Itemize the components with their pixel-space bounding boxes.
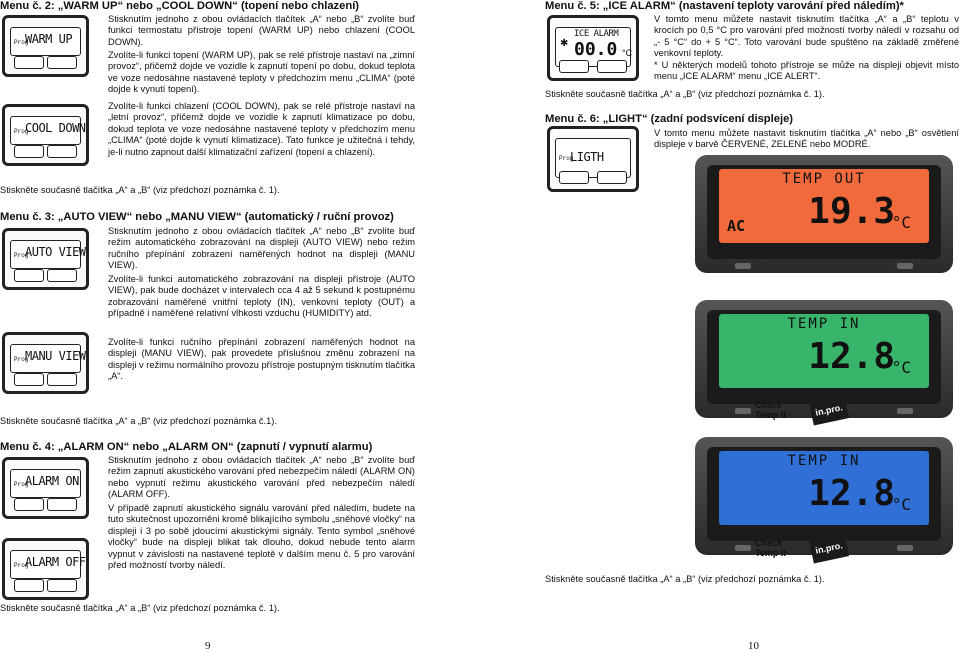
button-b [47, 56, 77, 69]
menu4-heading: Menu č. 4: „ALARM ON“ nebo „ALARM ON“ (zapnutí / vypnutí alarmu) [0, 441, 373, 453]
menu4-paragraph-2: V případě zapnutí akustického signálu varování před náledím, budete na tuto skutečnost upozorněni kromě blikajícího symbolu „sněhové vločky“ na displeji i 3 po sobě jdoucími akustickými signály. Tento symbol „sněhové vločky“ bude na displeji blikat tak dlouho, dokud nebude tento alarm vypnut v závislosti na nastavené teplotě v dalším menu č. 5 pro varování před možností tvorby náledí. [108, 503, 415, 571]
lcd-text: ICE ALARM [574, 29, 619, 39]
lcd-warm-up [2, 15, 89, 77]
button-a [14, 498, 44, 511]
menu3-heading: Menu č. 3: „AUTO VIEW“ nebo „MANU VIEW“ (automatický / ruční provoz) [0, 211, 394, 223]
display-blue [719, 451, 929, 525]
menu5-heading: Menu č. 5: „ICE ALARM“ (nastavení teploty varování před náledím)* [545, 0, 904, 12]
button-a [14, 56, 44, 69]
final-note: Stiskněte současně tlačítka „A“ a „B“ (viz předchozí poznámka č. 1). [545, 574, 825, 584]
display-unit: °C [891, 358, 911, 377]
menu2-paragraph-1: Stisknutím jednoho z obou ovládacích tlačítek „A“ nebo „B“ zvolíte buď funkci termostatu přístroje topení (WARM UP) nebo chlazení (COOL DOWN). [108, 14, 415, 47]
menu3-paragraph-2: Zvolíte-li funkci automatického zobrazování na displeji přístroje (AUTO VIEW), pak bude docházet v intervalech cca 4 až 5 sekund k postupnému zobrazování naměřené vnitřní teploty (IN), venkovní teploty (OUT) a případně i naměřené relativní vlhkosti vzduchu (HUMIDITY) atd. [108, 274, 415, 319]
page-number-right: 10 [748, 640, 759, 652]
menu2-note: Stiskněte současně tlačítka „A“ a „B“ (viz předchozí poznámka č. 1). [0, 185, 280, 195]
brand-label [755, 538, 855, 558]
button-b [597, 60, 627, 73]
prog-label: Prog [14, 356, 29, 363]
menu3-paragraph-1: Stisknutím jednoho z obou ovládacích tlačítek „A“ nebo „B“ zvolíte buď režim automatického zobrazování na displeji (AUTO VIEW) nebo režim ručního přepínání zobrazení naměřených hodnot na displeji (MANU VIEW). [108, 226, 415, 271]
prog-label: Prog [14, 39, 29, 46]
brand-line1: Check [755, 400, 783, 410]
button-b [47, 498, 77, 511]
button-a [559, 60, 589, 73]
menu3-paragraph-3: Zvolíte-li funkci ručního přepínání zobrazení naměřených hodnot na displeji (MANU VIEW), pak provedete příslušnou změnu zobrazení na displeji v režimu normálního provozu přístroje postupným tisknutím tlačítka „A“. [108, 337, 415, 382]
lcd-ice-alarm [547, 15, 639, 81]
lcd-unit: °C [622, 48, 633, 58]
button-a [14, 579, 44, 592]
menu5-paragraph-1: V tomto menu můžete nastavit tisknutím tlačítka „A“ a „B“ teplotu v krocích po 0,5 °C pro varování před možností tvorby náledí v rozsahu od „- 5 °C“ do + 5 °C“. Toto varování bude spuštěno na základě změřené venkovní teploty. [654, 14, 959, 59]
lcd-cool-down [2, 104, 89, 166]
right-page [545, 0, 960, 653]
lcd-text: WARM UP [25, 32, 73, 46]
prog-label: Prog [559, 155, 574, 162]
prog-label: Prog [14, 128, 29, 135]
menu5-note: Stiskněte současně tlačítka „A“ a „B“ (viz předchozí poznámka č. 1). [545, 89, 825, 99]
display-line1: TEMP IN [787, 453, 861, 469]
display-line1: TEMP OUT [782, 171, 866, 187]
ac-indicator: AC [727, 217, 746, 235]
brand-label [755, 400, 855, 420]
button-b [47, 373, 77, 386]
button-a [559, 171, 589, 184]
button-a [14, 145, 44, 158]
lcd-text: LIGTH [570, 150, 604, 164]
lcd-text: AUTO VIEW [25, 245, 86, 259]
menu2-paragraph-2: Zvolíte-li funkci topení (WARM UP), pak se relé přístroje nastaví na „zimní provoz“, přičemž dojde ve vozidle k zapnutí topení po dobu, dokud teplota ve voze nedosáhne nastavené teploty v předchozím menu „CLIMA“ (poté dojde k vynutí topení). [108, 50, 415, 95]
device-red [695, 155, 953, 273]
button-a [14, 269, 44, 282]
display-unit: °C [891, 213, 911, 232]
snowflake-icon: ✱ [560, 38, 569, 49]
lcd-value: 00.0 [574, 39, 618, 60]
display-green [719, 314, 929, 388]
brand-line2: Temp II [755, 548, 786, 558]
menu4-note: Stiskněte současně tlačítka „A“ a „B“ (viz předchozí poznámka č. 1). [0, 603, 280, 613]
prog-label: Prog [14, 562, 29, 569]
brand-line2: Temp II [755, 410, 786, 420]
lcd-text: COOL DOWN [25, 121, 86, 135]
menu4-paragraph-1: Stisknutím jednoho z obou ovládacích tlačítek „A“ nebo „B“ zvolíte buď režim zapnutí akustického varování před nebezpečím náledí (ALARM ON) nebo vypnutí režimu akustického varování před nebezpečím náledí (ALARM OFF). [108, 455, 415, 500]
display-value: 12.8 [808, 473, 895, 514]
lcd-alarm-on [2, 457, 89, 519]
display-line1: TEMP IN [787, 316, 861, 332]
lcd-alarm-off [2, 538, 89, 600]
button-b [47, 579, 77, 592]
menu6-heading: Menu č. 6: „LIGHT“ (zadní podsvícení displeje) [545, 113, 794, 125]
menu2-paragraph-3: Zvolíte-li funkci chlazení (COOL DOWN), pak se relé přístroje nastaví na „letní provoz“, přičemž dojde ve vozidle k zapnutí klimatizace po dobu, dokud teplota ve voze nedosáhne nastavené teploty v předchozím menu „CLIMA“ (poté dojde k vynutí klimatizace). Tato funkce je užitečná i tehdy, je-li nutno zapnout další klimatizační zařízení (topení a chlazení). [108, 101, 415, 157]
lcd-auto-view [2, 228, 89, 290]
page-number-left: 9 [205, 640, 211, 652]
button-b [597, 171, 627, 184]
menu3-note: Stiskněte současně tlačítka „A“ a „B“ (viz předchozí poznámka č.1). [0, 416, 277, 426]
button-a [14, 373, 44, 386]
lcd-light [547, 126, 639, 192]
display-unit: °C [891, 495, 911, 514]
prog-label: Prog [14, 481, 29, 488]
lcd-text: ALARM OFF [25, 555, 86, 569]
brand-logo: in.pro. [809, 395, 849, 426]
menu2-heading: Menu č. 2: „WARM UP“ nebo „COOL DOWN“ (topení nebo chlazení) [0, 0, 360, 12]
left-page [0, 0, 425, 653]
lcd-text: MANU VIEW [25, 349, 86, 363]
button-b [47, 269, 77, 282]
menu5-paragraph-2: * U některých modelů tohoto přístroje se může na displeji objevit místo menu „ICE ALARM“ menu „ICE ALERT“. [654, 60, 959, 82]
lcd-text: ALARM ON [25, 474, 79, 488]
display-value: 12.8 [808, 336, 895, 377]
display-red [719, 169, 929, 243]
brand-line1: Check [755, 538, 783, 548]
button-b [47, 145, 77, 158]
display-value: 19.3 [808, 191, 895, 232]
lcd-manu-view [2, 332, 89, 394]
brand-logo: in.pro. [809, 533, 849, 564]
menu6-paragraph-1: V tomto menu můžete nastavit tisknutím tlačítka „A“ nebo „B“ osvětlení displeje v barvě ČERVENÉ, ZELENÉ nebo MODRÉ. [654, 128, 959, 150]
prog-label: Prog [14, 252, 29, 259]
